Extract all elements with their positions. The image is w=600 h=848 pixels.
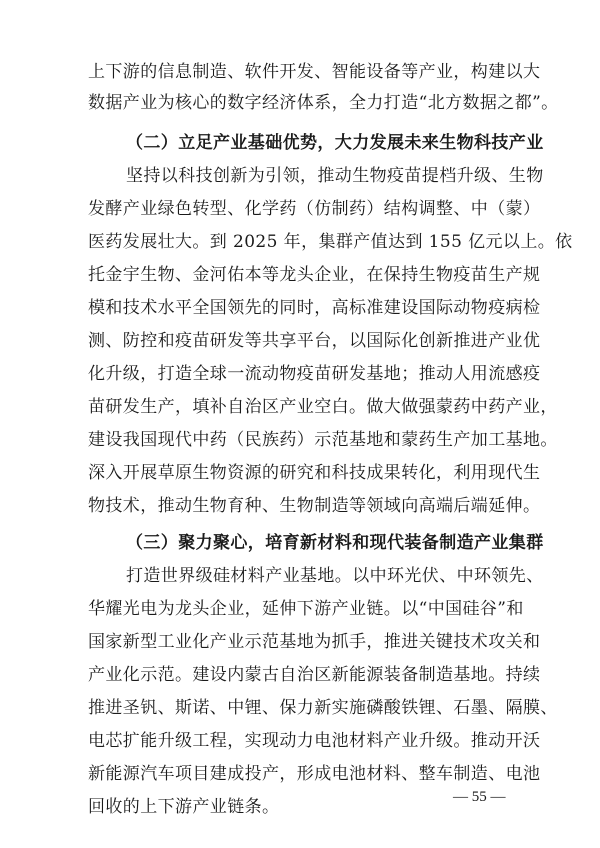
body-line: 物技术，推动生物育种、生物制造等领域向高端后端延伸。 xyxy=(88,496,541,516)
body-line: 电芯扩能升级工程，实现动力电池材料产业升级。推动开沃 xyxy=(88,731,541,751)
section-heading-2: （二）立足产业基础优势，大力发展未来生物科技产业 xyxy=(126,133,544,153)
body-line: 新能源汽车项目建成投产，形成电池材料、整车制造、电池 xyxy=(88,764,541,784)
body-line: 回收的上下游产业链条。 xyxy=(88,797,280,817)
body-line: 推进圣钒、斯诺、中锂、保力新实施磷酸铁锂、石墨、隔膜、 xyxy=(88,698,558,718)
body-line: 模和技术水平全国领先的同时，高标准建设国际动物疫病检 xyxy=(88,298,541,318)
body-line: 数据产业为核心的数字经济体系，全力打造“北方数据之都”。 xyxy=(88,93,559,113)
paragraph-first-line: 打造世界级硅材料产业基地。以中环光伏、中环领先、 xyxy=(126,566,544,586)
body-line: 苗研发生产，填补自治区产业空白。做大做强蒙药中药产业， xyxy=(88,397,558,417)
body-line: 建设我国现代中药（民族药）示范基地和蒙药生产加工基地。 xyxy=(88,430,558,450)
body-line: 国家新型工业化产业示范基地为抓手，推进关键技术攻关和 xyxy=(88,632,541,652)
body-line: 医药发展壮大。到 2025 年，集群产值达到 155 亿元以上。依 xyxy=(88,232,573,252)
body-line: 发酵产业绿色转型、化学药（仿制药）结构调整、中（蒙） xyxy=(88,199,541,219)
body-line: 产业化示范。建设内蒙古自治区新能源装备制造基地。持续 xyxy=(88,665,541,685)
body-line: 华耀光电为龙头企业，延伸下游产业链。以“中国硅谷”和 xyxy=(88,599,524,619)
paragraph-first-line: 坚持以科技创新为引领，推动生物疫苗提档升级、生物 xyxy=(126,166,544,186)
body-line: 托金宇生物、金河佑本等龙头企业，在保持生物疫苗生产规 xyxy=(88,265,541,285)
body-line: 化升级，打造全球一流动物疫苗研发基地；推动人用流感疫 xyxy=(88,364,541,384)
page-number: — 55 — xyxy=(453,789,506,805)
body-line: 上下游的信息制造、软件开发、智能设备等产业，构建以大 xyxy=(88,62,541,82)
body-line: 深入开展草原生物资源的研究和科技成果转化，利用现代生 xyxy=(88,463,541,483)
section-heading-3: （三）聚力聚心，培育新材料和现代装备制造产业集群 xyxy=(126,533,544,553)
body-line: 测、防控和疫苗研发等共享平台，以国际化创新推进产业优 xyxy=(88,331,541,351)
